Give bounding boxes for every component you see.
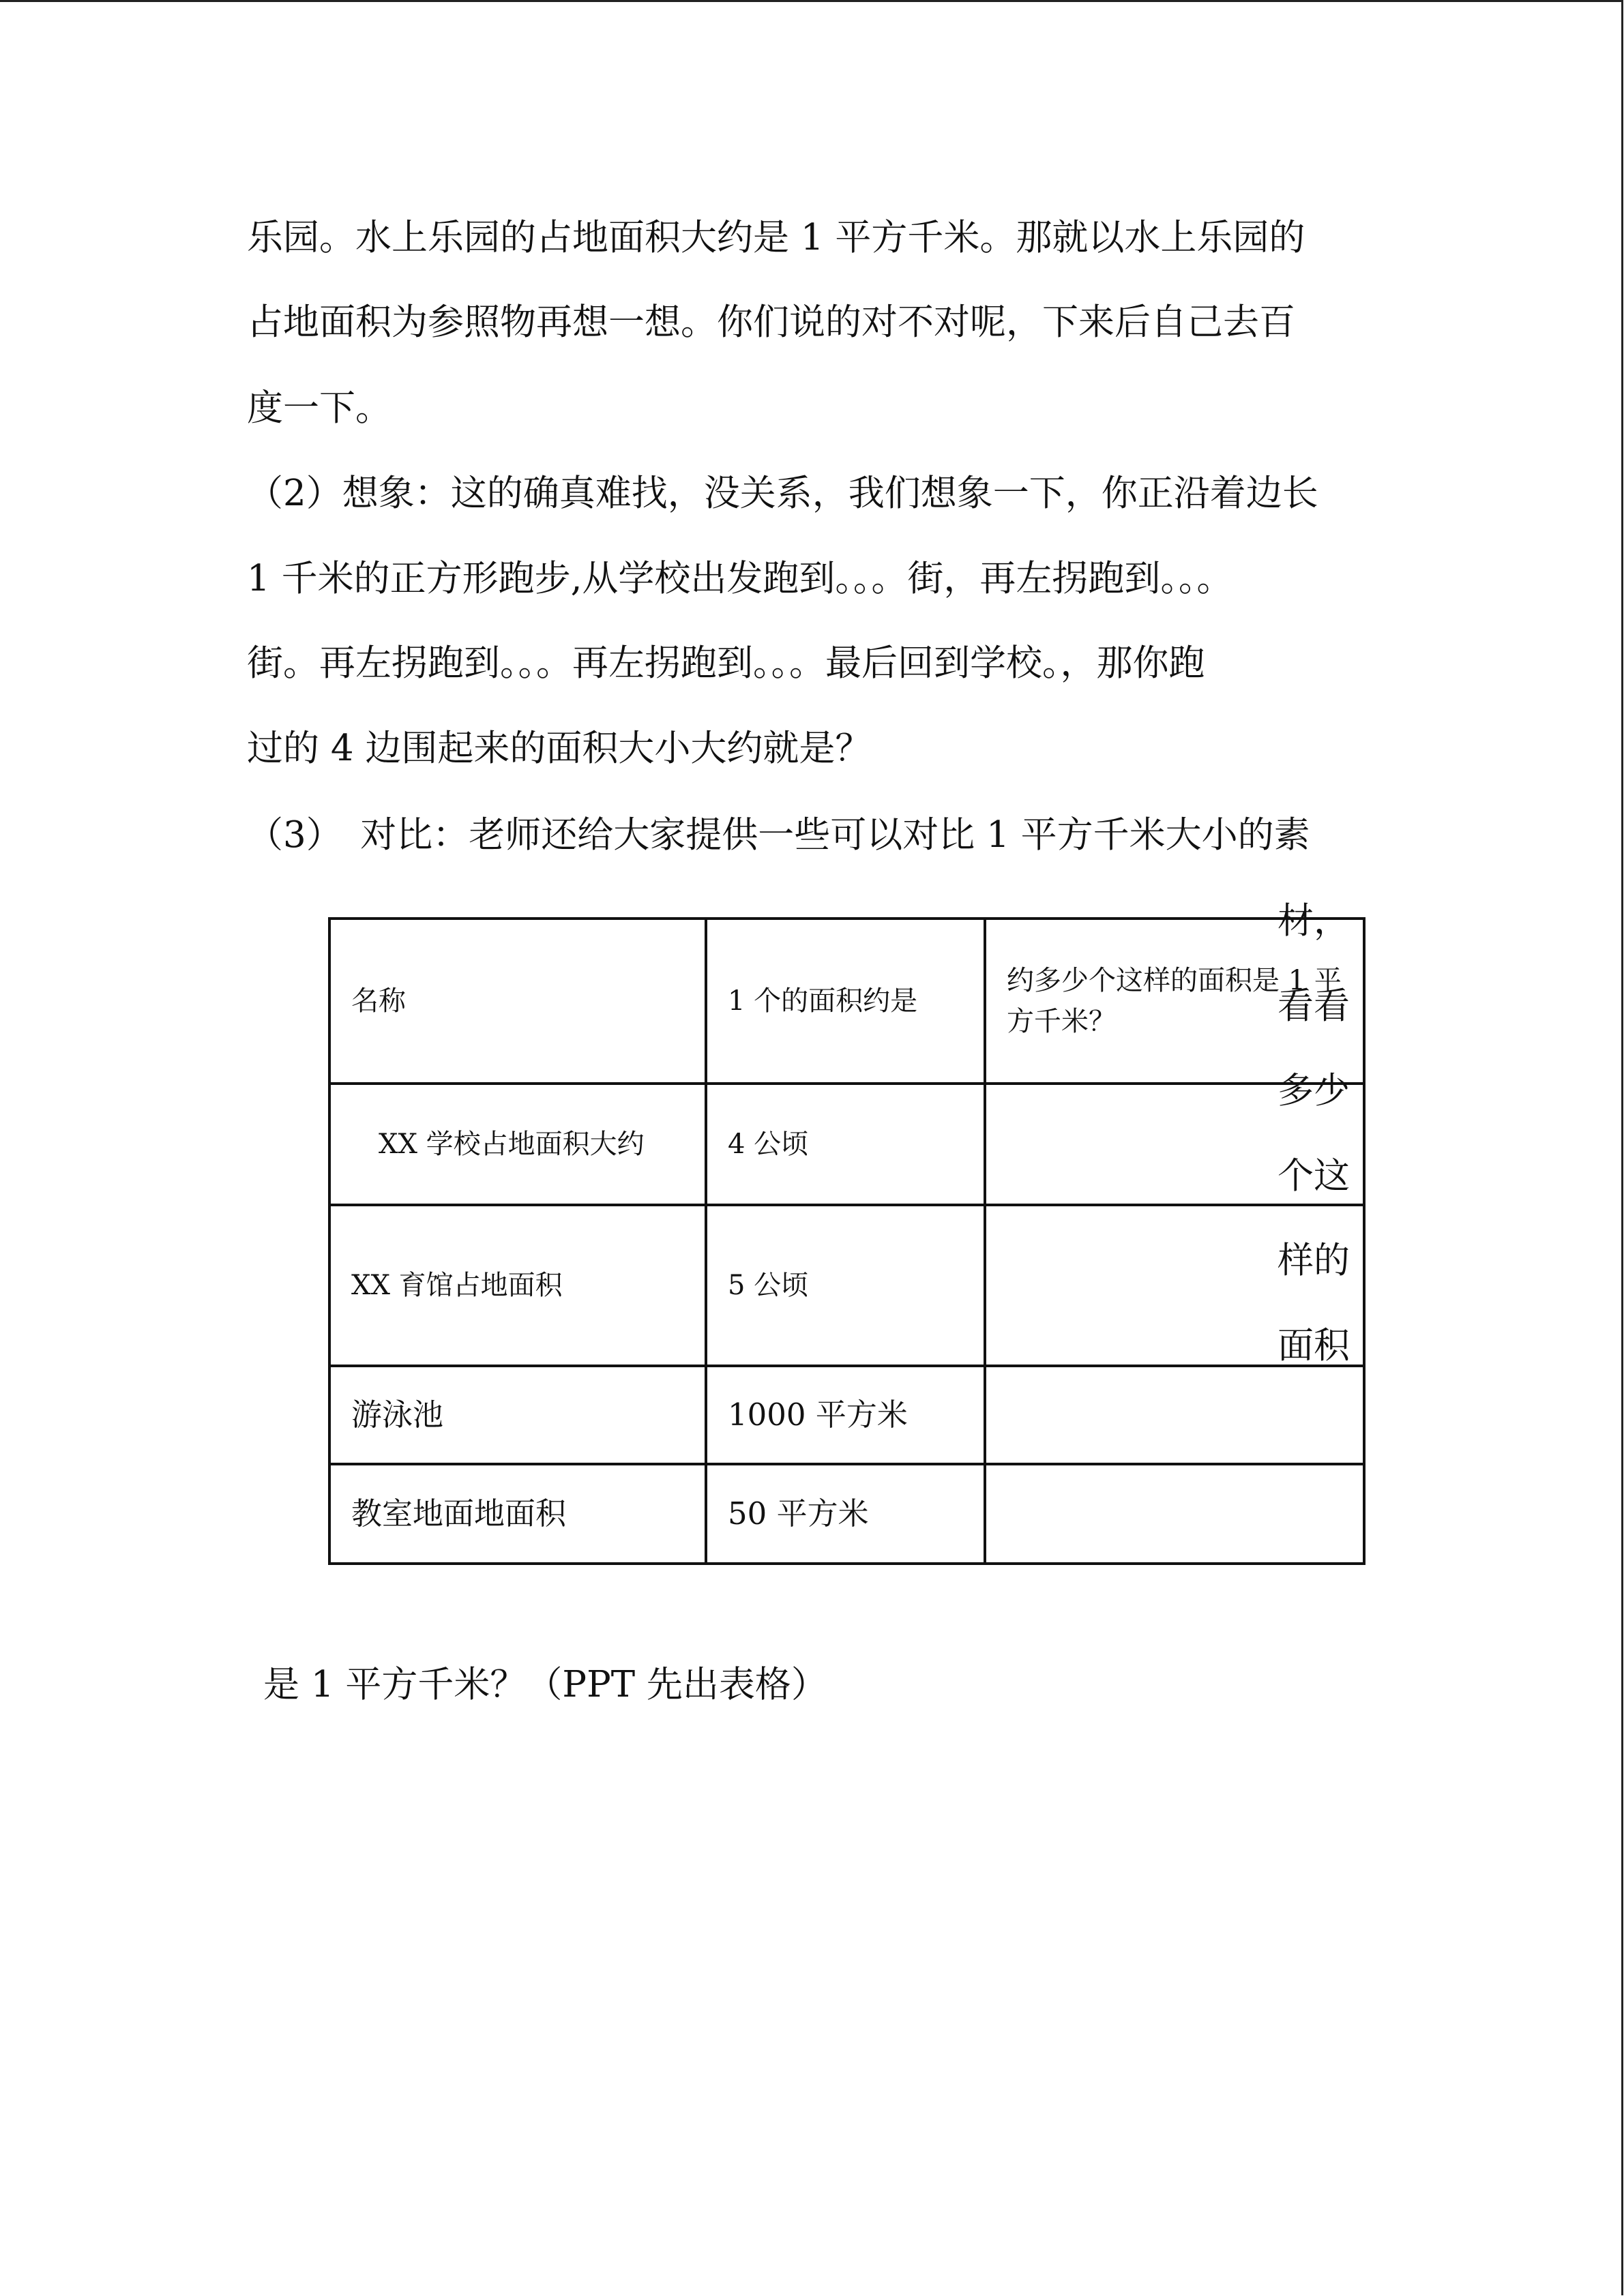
side-text-line-1: 材， [1278, 900, 1350, 942]
side-text-line-6: 面积 [1278, 1325, 1350, 1367]
paragraph-line-1: 乐园。水上乐园的占地面积大约是 1 平方千米。那就以水上乐园的 [247, 217, 1305, 258]
table-cell-area: 50 平方米 [706, 1464, 985, 1564]
paragraph-line-4: （2）想象：这的确真难找，没关系，我们想象一下，你正沿着边长 [247, 473, 1318, 514]
table-header-row [329, 919, 1364, 1084]
header-unit-area: 1 个的面积约是 [706, 919, 985, 1084]
table-cell-count [985, 1464, 1364, 1564]
table-cell-name: 游泳池 [329, 1366, 706, 1464]
closing-line: 是 1 平方千米？（PPT 先出表格） [263, 1664, 827, 1705]
side-text-line-4: 个这 [1278, 1155, 1350, 1197]
table-row [329, 1084, 1364, 1205]
side-text-line-3: 多少 [1278, 1070, 1350, 1112]
table-cell-name: 教室地面地面积 [329, 1464, 706, 1564]
side-text-line-2: 看看 [1278, 985, 1350, 1027]
paragraph-line-8: （3） 对比：老师还给大家提供一些可以对比 1 平方千米大小的素 [247, 814, 1310, 856]
table-row [329, 1205, 1364, 1366]
table-cell-count [985, 1366, 1364, 1464]
comparison-table [328, 917, 1365, 1565]
paragraph-line-7: 过的 4 边围起来的面积大小大约就是？ [247, 728, 872, 769]
paragraph-line-6: 街。再左拐跑到。。。再左拐跑到。。。最后回到学校。，那你跑 [247, 642, 1205, 684]
paragraph-line-3: 度一下。 [247, 387, 392, 429]
header-count: 约多少个这样的面积是 1 平方千米？ [985, 919, 1364, 1084]
table-cell-count [985, 1205, 1364, 1366]
header-name: 名称 [329, 919, 706, 1084]
side-text-line-5: 样的 [1278, 1240, 1350, 1281]
table-cell-area: 1000 平方米 [706, 1366, 985, 1464]
paragraph-line-5: 1 千米的正方形跑步,从学校出发跑到。。。街，再左拐跑到。。。 [247, 558, 1233, 599]
table-row [329, 1366, 1364, 1464]
table-cell-name: XX 学校占地面积大约 [329, 1084, 706, 1205]
table-cell-count [985, 1084, 1364, 1205]
table-cell-area: 5 公顷 [706, 1205, 985, 1366]
table-cell-name: XX 育馆占地面积 [329, 1205, 706, 1366]
paragraph-line-2: 占地面积为参照物再想一想。你们说的对不对呢，下来后自己去百 [247, 301, 1295, 343]
table-row [329, 1464, 1364, 1564]
table-cell-area: 4 公顷 [706, 1084, 985, 1205]
